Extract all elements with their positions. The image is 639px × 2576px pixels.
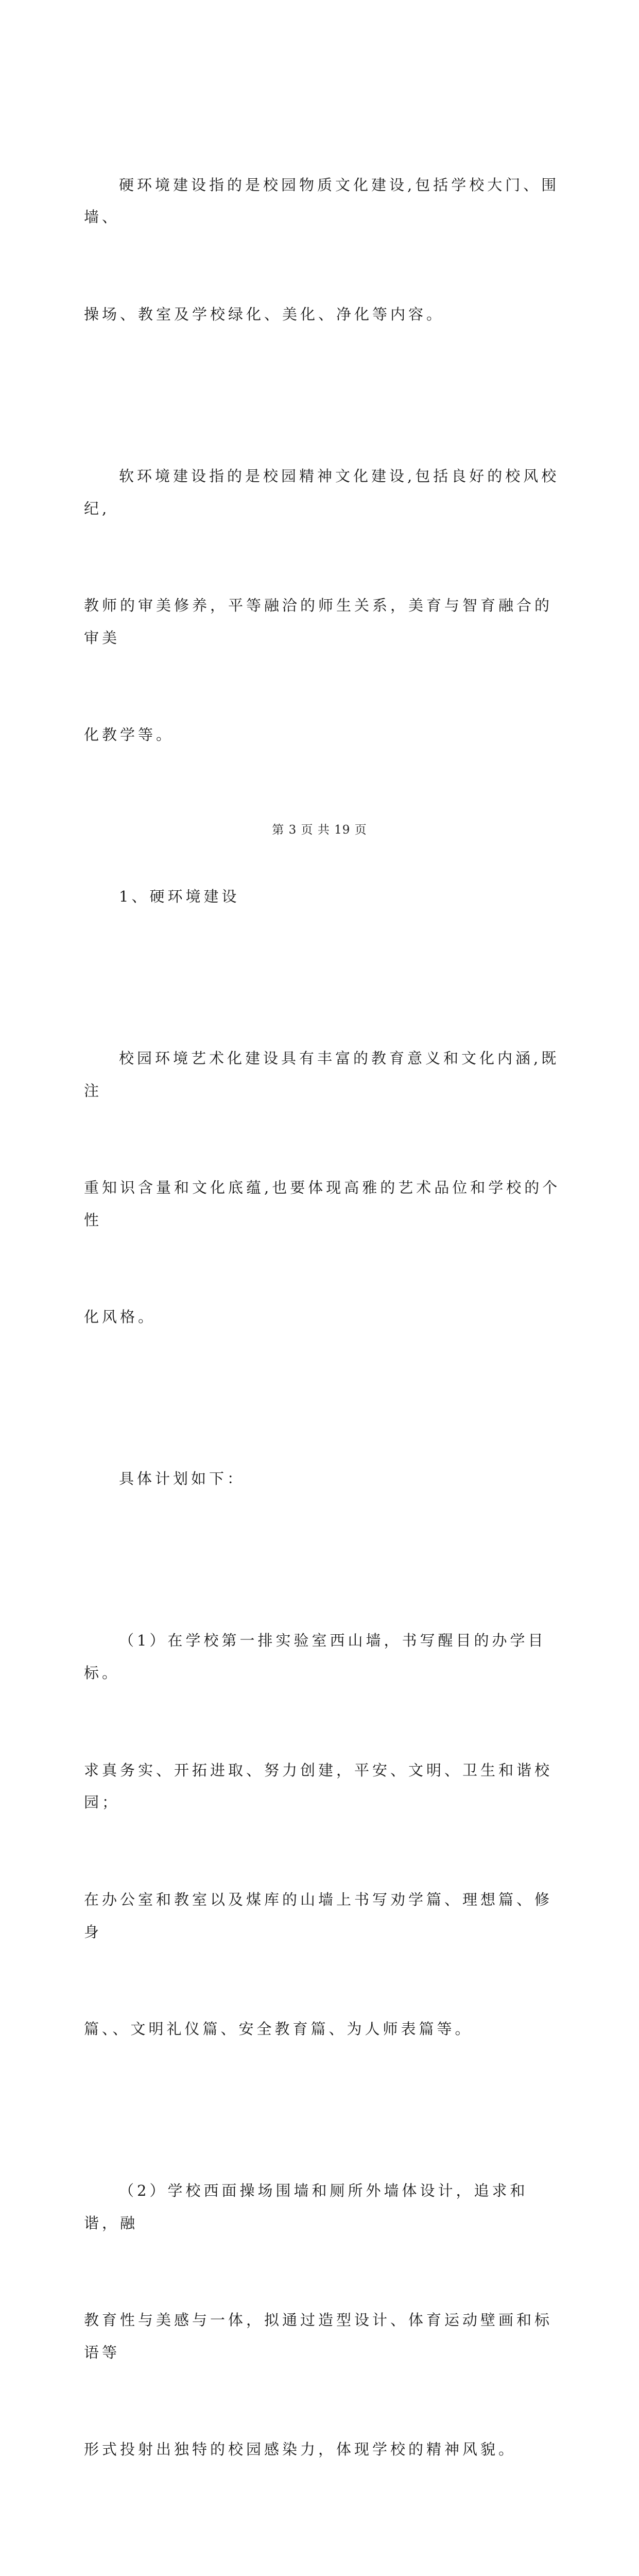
text-line: 化风格。 [84,1308,157,1326]
paragraph-hard-environment [84,104,563,395]
text-line: 重知识含量和文化底蕴,也要体现高雅的艺术品位和学校的个性 [84,1179,561,1229]
text-line: 求真务实、开拓进取、努力创建，平安、文明、卫生和谐校园； [84,1761,553,1811]
text-line: 教育性与美感与一体，拟通过造型设计、体育运动壁画和标语等 [84,2311,553,2361]
plan-item-1 [84,1560,563,2110]
text-line: （1）在学校第一排实验室西山墙，书写醒目的办学目标。 [84,1632,546,1682]
text-line: 具体计划如下： [119,1470,246,1488]
text-line: 形式投射出独特的校园感染力，体现学校的精神风貌。 [84,2441,517,2459]
paragraph-plan-intro [84,1398,563,1560]
paragraph-soft-environment [84,395,563,816]
text-line: 篇、、文明礼仪篇、安全教育篇、为人师表篇等。 [84,2020,473,2038]
section-heading [84,816,563,978]
plan-item-2 [84,2110,563,2530]
text-line: （2）学校西面操场围墙和厕所外墙体设计，追求和谐，融 [84,2182,528,2232]
text-line: 校园环境艺术化建设具有丰富的教育意义和文化内涵,既注 [84,1049,560,1099]
document-body [84,104,563,2576]
text-line: 化教学等。 [84,726,175,744]
text-line: 教师的审美修养，平等融洽的师生关系，美育与智育融合的审美 [84,596,553,647]
text-line: 在办公室和教室以及煤库的山墙上书写劝学篇、理想篇、修身 [84,1890,553,1941]
text-line: 软环境建设指的是校园精神文化建设,包括良好的校风校纪, [84,467,560,517]
paragraph-art-construction [84,978,563,1398]
text-line: 操场、教室及学校绿化、美化、净化等内容。 [84,305,445,323]
text-line: 硬环境建设指的是校园物质文化建设,包括学校大门、围墙、 [84,176,560,226]
page-number-footer: 第 3 页 共 19 页 [272,823,367,837]
plan-item-3 [84,2531,563,2576]
text-line: 1、硬环境建设 [119,888,240,906]
